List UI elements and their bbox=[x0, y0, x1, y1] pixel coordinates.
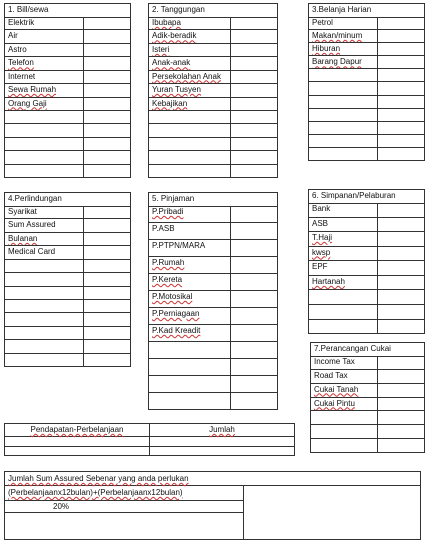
cukai-item-value[interactable] bbox=[378, 356, 424, 369]
perlindungan-item-value[interactable] bbox=[84, 233, 130, 245]
cukai-rows bbox=[311, 356, 424, 452]
pinjaman-item-label: P.PTPN/MARA bbox=[149, 240, 231, 256]
perlindungan-title: 4.Perlindungan bbox=[5, 193, 130, 207]
simpanan-row bbox=[309, 305, 424, 320]
simpanan-box bbox=[308, 189, 425, 334]
pinjaman-item-value[interactable] bbox=[231, 257, 277, 273]
tanggungan-row bbox=[149, 165, 277, 177]
bill-row bbox=[5, 165, 130, 177]
belanja-row bbox=[309, 82, 424, 95]
bill-row bbox=[5, 44, 130, 57]
tanggungan-item-label: Anak-anak bbox=[149, 57, 231, 69]
simpanan-row bbox=[309, 276, 424, 291]
tanggungan-item-value[interactable] bbox=[231, 138, 277, 150]
tanggungan-row bbox=[149, 111, 277, 124]
bill-item-value[interactable] bbox=[84, 138, 130, 150]
belanja-item-value[interactable] bbox=[378, 109, 424, 121]
belanja-row bbox=[309, 17, 424, 30]
summary-cell[interactable] bbox=[5, 447, 150, 456]
pinjaman-item-label: P.Motosikal bbox=[149, 291, 231, 307]
belanja-item-label: Barang Dapur bbox=[309, 56, 378, 68]
simpanan-item-value[interactable] bbox=[378, 305, 424, 319]
bill-row bbox=[5, 84, 130, 97]
bill-item-value[interactable] bbox=[84, 44, 130, 56]
tanggungan-item-value[interactable] bbox=[231, 111, 277, 123]
tanggungan-item-value[interactable] bbox=[231, 17, 277, 29]
perlindungan-row bbox=[5, 206, 130, 219]
simpanan-item-label bbox=[309, 305, 378, 319]
bill-item-value[interactable] bbox=[84, 111, 130, 123]
bill-item-label: Orang Gaji bbox=[5, 98, 84, 110]
pinjaman-item-label: P.Perniagaan bbox=[149, 308, 231, 324]
pinjaman-row bbox=[149, 240, 277, 257]
perlindungan-item-label bbox=[5, 260, 84, 272]
belanja-item-label bbox=[309, 69, 378, 81]
bill-item-label bbox=[5, 111, 84, 123]
belanja-item-label bbox=[309, 82, 378, 94]
summary-col1-header: Pendapatan-Perbelanjaan bbox=[5, 424, 150, 436]
cukai-item-value[interactable] bbox=[378, 384, 424, 397]
pinjaman-item-label bbox=[149, 376, 231, 392]
tanggungan-row bbox=[149, 98, 277, 111]
bill-row bbox=[5, 124, 130, 137]
cukai-item-label: Cukai Pintu bbox=[311, 398, 378, 411]
pinjaman-item-value[interactable] bbox=[231, 325, 277, 341]
perlindungan-row bbox=[5, 219, 130, 232]
belanja-item-value[interactable] bbox=[378, 43, 424, 55]
perlindungan-row bbox=[5, 287, 130, 300]
pinjaman-row bbox=[149, 291, 277, 308]
bill-item-label: Telefon bbox=[5, 57, 84, 69]
tanggungan-row bbox=[149, 138, 277, 151]
belanja-item-label bbox=[309, 122, 378, 134]
belanja-item-label: Petrol bbox=[309, 17, 378, 29]
simpanan-item-value[interactable] bbox=[378, 290, 424, 304]
pinjaman-item-value[interactable] bbox=[231, 359, 277, 375]
belanja-item-value[interactable] bbox=[378, 148, 424, 160]
tanggungan-title: 2. Tanggungan bbox=[149, 4, 277, 18]
perlindungan-row bbox=[5, 354, 130, 366]
simpanan-title: 6. Simpanan/Pelaburan bbox=[309, 190, 424, 204]
perlindungan-item-label bbox=[5, 327, 84, 339]
belanja-row bbox=[309, 135, 424, 148]
tanggungan-item-value[interactable] bbox=[231, 98, 277, 110]
perlindungan-item-label bbox=[5, 273, 84, 285]
pinjaman-item-value[interactable] bbox=[231, 342, 277, 358]
pinjaman-item-value[interactable] bbox=[231, 393, 277, 409]
bill-item-label bbox=[5, 138, 84, 150]
pinjaman-item-label: P.Pribadi bbox=[149, 206, 231, 222]
tanggungan-item-value[interactable] bbox=[231, 30, 277, 42]
tanggungan-item-value[interactable] bbox=[231, 84, 277, 96]
sum-assured-heading: Jumlah Sum Assured Sebenar yang anda perlukan bbox=[5, 472, 420, 486]
belanja-item-label: Makan/minum bbox=[309, 30, 378, 42]
tanggungan-box bbox=[148, 3, 278, 178]
pinjaman-row bbox=[149, 206, 277, 223]
cukai-row bbox=[311, 370, 424, 384]
tanggungan-row bbox=[149, 151, 277, 164]
tanggungan-row bbox=[149, 57, 277, 70]
pinjaman-row bbox=[149, 274, 277, 291]
bill-item-label: Air bbox=[5, 30, 84, 42]
sum-assured-input-right[interactable] bbox=[244, 486, 420, 540]
cukai-row bbox=[311, 384, 424, 398]
simpanan-item-value[interactable] bbox=[378, 232, 424, 246]
tanggungan-item-label: Adik-beradik bbox=[149, 30, 231, 42]
perlindungan-item-label bbox=[5, 300, 84, 312]
bill-row bbox=[5, 57, 130, 70]
perlindungan-item-label bbox=[5, 354, 84, 366]
belanja-row bbox=[309, 30, 424, 43]
bill-sewa-title: 1. Bill/sewa bbox=[5, 4, 130, 18]
pinjaman-item-value[interactable] bbox=[231, 206, 277, 222]
bill-row bbox=[5, 98, 130, 111]
tanggungan-item-value[interactable] bbox=[231, 71, 277, 83]
simpanan-row bbox=[309, 290, 424, 305]
tanggungan-item-value[interactable] bbox=[231, 57, 277, 69]
perlindungan-box bbox=[4, 192, 131, 367]
perlindungan-item-label bbox=[5, 340, 84, 352]
perlindungan-item-value[interactable] bbox=[84, 287, 130, 299]
tanggungan-item-label: Kebajikan bbox=[149, 98, 231, 110]
tanggungan-item-label bbox=[149, 138, 231, 150]
pinjaman-item-label: P.ASB bbox=[149, 223, 231, 239]
perlindungan-row bbox=[5, 327, 130, 340]
perlindungan-item-value[interactable] bbox=[84, 219, 130, 231]
perlindungan-row bbox=[5, 300, 130, 313]
belanja-item-label bbox=[309, 135, 378, 147]
belanja-item-value[interactable] bbox=[378, 96, 424, 108]
perlindungan-item-value[interactable] bbox=[84, 313, 130, 325]
cukai-item-value[interactable] bbox=[378, 439, 424, 452]
pinjaman-item-label: P.Kad Kreadit bbox=[149, 325, 231, 341]
simpanan-item-label: Hartanah bbox=[309, 276, 378, 290]
perlindungan-item-value[interactable] bbox=[84, 273, 130, 285]
cukai-item-label: Income Tax bbox=[311, 356, 378, 369]
pinjaman-item-value[interactable] bbox=[231, 274, 277, 290]
pinjaman-row bbox=[149, 325, 277, 342]
bill-item-label bbox=[5, 124, 84, 136]
pinjaman-rows bbox=[149, 206, 277, 409]
simpanan-item-value[interactable] bbox=[378, 320, 424, 334]
belanja-row bbox=[309, 148, 424, 160]
cukai-row bbox=[311, 356, 424, 370]
tanggungan-item-label: Isteri bbox=[149, 44, 231, 56]
cukai-row bbox=[311, 398, 424, 412]
bill-item-label bbox=[5, 165, 84, 177]
cukai-title: 7.Perancangan Cukai bbox=[311, 343, 424, 357]
pinjaman-box bbox=[148, 192, 278, 410]
tanggungan-item-label bbox=[149, 111, 231, 123]
sum-assured-box bbox=[4, 471, 421, 540]
sum-assured-formula: (Perbelanjaanx12bulan)+(Perbelanjaanx12bulan) bbox=[5, 486, 243, 501]
pinjaman-item-label: P.Kereta bbox=[149, 274, 231, 290]
pinjaman-item-label: P.Rumah bbox=[149, 257, 231, 273]
cukai-row bbox=[311, 411, 424, 425]
bill-item-value[interactable] bbox=[84, 165, 130, 177]
perlindungan-row bbox=[5, 313, 130, 326]
cukai-item-label: Road Tax bbox=[311, 370, 378, 383]
belanja-item-value[interactable] bbox=[378, 56, 424, 68]
belanja-row bbox=[309, 96, 424, 109]
simpanan-item-label: ASB bbox=[309, 218, 378, 232]
simpanan-item-value[interactable] bbox=[378, 276, 424, 290]
bill-item-value[interactable] bbox=[84, 151, 130, 163]
tanggungan-row bbox=[149, 71, 277, 84]
perlindungan-item-value[interactable] bbox=[84, 260, 130, 272]
simpanan-item-label: Bank bbox=[309, 203, 378, 217]
bill-row bbox=[5, 30, 130, 43]
simpanan-item-label bbox=[309, 290, 378, 304]
bill-item-value[interactable] bbox=[84, 57, 130, 69]
pinjaman-item-value[interactable] bbox=[231, 376, 277, 392]
pinjaman-item-value[interactable] bbox=[231, 308, 277, 324]
pinjaman-row bbox=[149, 342, 277, 359]
simpanan-row bbox=[309, 232, 424, 247]
tanggungan-row bbox=[149, 44, 277, 57]
simpanan-item-value[interactable] bbox=[378, 261, 424, 275]
simpanan-row bbox=[309, 261, 424, 276]
bill-item-label bbox=[5, 151, 84, 163]
belanja-row bbox=[309, 69, 424, 82]
pinjaman-row bbox=[149, 393, 277, 409]
cukai-item-label bbox=[311, 411, 378, 424]
tanggungan-item-label: Persekolahan Anak bbox=[149, 71, 231, 83]
bill-row bbox=[5, 138, 130, 151]
pinjaman-item-value[interactable] bbox=[231, 240, 277, 256]
perlindungan-item-value[interactable] bbox=[84, 327, 130, 339]
pinjaman-item-label bbox=[149, 393, 231, 409]
summary-table bbox=[4, 423, 295, 456]
bill-sewa-box bbox=[4, 3, 131, 178]
perlindungan-item-value[interactable] bbox=[84, 206, 130, 218]
perlindungan-item-value[interactable] bbox=[84, 300, 130, 312]
bill-item-value[interactable] bbox=[84, 30, 130, 42]
tanggungan-item-value[interactable] bbox=[231, 165, 277, 177]
belanja-item-label: Hiburan bbox=[309, 43, 378, 55]
belanja-item-label bbox=[309, 109, 378, 121]
simpanan-item-label: EPF bbox=[309, 261, 378, 275]
pinjaman-row bbox=[149, 308, 277, 325]
belanja-item-value[interactable] bbox=[378, 17, 424, 29]
perlindungan-row bbox=[5, 233, 130, 246]
sum-assured-input-left[interactable] bbox=[5, 513, 243, 540]
simpanan-item-value[interactable] bbox=[378, 203, 424, 217]
pinjaman-item-value[interactable] bbox=[231, 223, 277, 239]
belanja-row bbox=[309, 43, 424, 56]
bill-item-label: Internet bbox=[5, 71, 84, 83]
perlindungan-item-label bbox=[5, 287, 84, 299]
cukai-item-value[interactable] bbox=[378, 370, 424, 383]
perlindungan-item-value[interactable] bbox=[84, 246, 130, 258]
perlindungan-row bbox=[5, 273, 130, 286]
bill-row bbox=[5, 151, 130, 164]
belanja-harian-box bbox=[308, 3, 425, 161]
cukai-box bbox=[310, 342, 425, 453]
perlindungan-row bbox=[5, 260, 130, 273]
perlindungan-row bbox=[5, 246, 130, 259]
bill-item-value[interactable] bbox=[84, 84, 130, 96]
bill-item-value[interactable] bbox=[84, 98, 130, 110]
tanggungan-item-label bbox=[149, 151, 231, 163]
simpanan-item-value[interactable] bbox=[378, 218, 424, 232]
belanja-item-value[interactable] bbox=[378, 122, 424, 134]
pinjaman-title: 5. Pinjaman bbox=[149, 193, 277, 207]
tanggungan-item-value[interactable] bbox=[231, 124, 277, 136]
cukai-item-value[interactable] bbox=[378, 425, 424, 438]
bill-item-value[interactable] bbox=[84, 17, 130, 29]
simpanan-row bbox=[309, 320, 424, 334]
tanggungan-row bbox=[149, 84, 277, 97]
cukai-row bbox=[311, 425, 424, 439]
bill-item-value[interactable] bbox=[84, 124, 130, 136]
belanja-item-value[interactable] bbox=[378, 69, 424, 81]
belanja-item-value[interactable] bbox=[378, 30, 424, 42]
tanggungan-item-label: Ibubapa bbox=[149, 17, 231, 29]
simpanan-row bbox=[309, 247, 424, 262]
cukai-item-label: Cukai Tanah bbox=[311, 384, 378, 397]
belanja-item-label bbox=[309, 148, 378, 160]
summary-cell[interactable] bbox=[150, 437, 294, 446]
cukai-item-label bbox=[311, 425, 378, 438]
belanja-row bbox=[309, 109, 424, 122]
summary-col2-header: Jumlah bbox=[209, 425, 235, 434]
cukai-item-value[interactable] bbox=[378, 398, 424, 411]
simpanan-item-label bbox=[309, 320, 378, 334]
tanggungan-item-value[interactable] bbox=[231, 44, 277, 56]
simpanan-item-value[interactable] bbox=[378, 247, 424, 261]
tanggungan-item-label bbox=[149, 124, 231, 136]
tanggungan-item-value[interactable] bbox=[231, 151, 277, 163]
perlindungan-item-label bbox=[5, 313, 84, 325]
bill-item-value[interactable] bbox=[84, 71, 130, 83]
belanja-item-value[interactable] bbox=[378, 82, 424, 94]
pinjaman-item-value[interactable] bbox=[231, 291, 277, 307]
belanja-item-label bbox=[309, 96, 378, 108]
bill-sewa-rows bbox=[5, 17, 130, 177]
pinjaman-item-label bbox=[149, 342, 231, 358]
simpanan-item-label: T.Haji bbox=[309, 232, 378, 246]
tanggungan-item-label bbox=[149, 165, 231, 177]
perlindungan-item-value[interactable] bbox=[84, 354, 130, 366]
tanggungan-row bbox=[149, 124, 277, 137]
perlindungan-item-label: Medical Card bbox=[5, 246, 84, 258]
bill-item-label: Elektrik bbox=[5, 17, 84, 29]
perlindungan-item-label: Sum Assured bbox=[5, 219, 84, 231]
belanja-harian-title: 3.Belanja Harian bbox=[309, 4, 424, 18]
belanja-row bbox=[309, 56, 424, 69]
perlindungan-rows bbox=[5, 206, 130, 366]
bill-item-label: Astro bbox=[5, 44, 84, 56]
simpanan-item-label: kwsp bbox=[309, 247, 378, 261]
simpanan-row bbox=[309, 203, 424, 218]
pinjaman-item-label bbox=[149, 359, 231, 375]
bill-row bbox=[5, 111, 130, 124]
cukai-item-value[interactable] bbox=[378, 411, 424, 424]
tanggungan-item-label: Yuran Tusyen bbox=[149, 84, 231, 96]
belanja-item-value[interactable] bbox=[378, 135, 424, 147]
pinjaman-row bbox=[149, 223, 277, 240]
belanja-row bbox=[309, 122, 424, 135]
simpanan-row bbox=[309, 218, 424, 233]
perlindungan-row bbox=[5, 340, 130, 353]
belanja-harian-rows bbox=[309, 17, 424, 160]
tanggungan-rows bbox=[149, 17, 277, 177]
pinjaman-row bbox=[149, 376, 277, 393]
bill-row bbox=[5, 17, 130, 30]
pinjaman-row bbox=[149, 359, 277, 376]
pinjaman-row bbox=[149, 257, 277, 274]
tanggungan-row bbox=[149, 30, 277, 43]
summary-cell[interactable] bbox=[5, 437, 150, 446]
perlindungan-item-value[interactable] bbox=[84, 340, 130, 352]
sum-assured-divisor: 20% bbox=[5, 501, 243, 513]
summary-cell[interactable] bbox=[150, 447, 294, 456]
perlindungan-item-label: Bulanan bbox=[5, 233, 84, 245]
tanggungan-row bbox=[149, 17, 277, 30]
bill-row bbox=[5, 71, 130, 84]
simpanan-rows bbox=[309, 203, 424, 333]
perlindungan-item-label: Syarikat bbox=[5, 206, 84, 218]
bill-item-label: Sewa Rumah bbox=[5, 84, 84, 96]
cukai-item-label bbox=[311, 439, 378, 452]
cukai-row bbox=[311, 439, 424, 452]
